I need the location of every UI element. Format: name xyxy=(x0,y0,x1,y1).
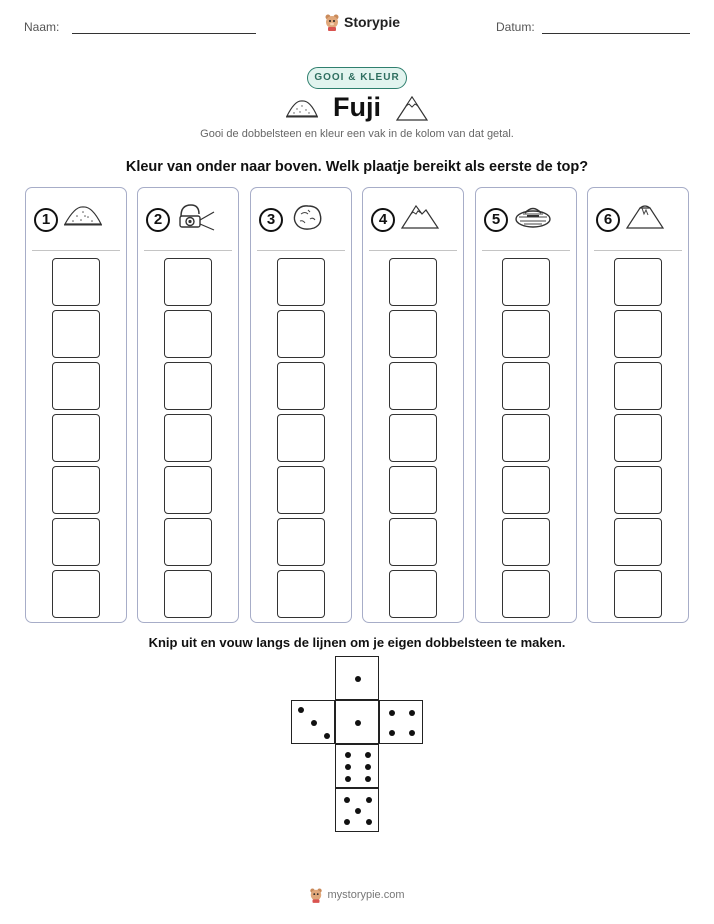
die-pip xyxy=(298,707,304,713)
color-box[interactable] xyxy=(52,414,100,462)
color-box[interactable] xyxy=(502,518,550,566)
color-box[interactable] xyxy=(277,258,325,306)
die-face-5 xyxy=(335,788,379,832)
color-box[interactable] xyxy=(52,466,100,514)
column-header xyxy=(371,202,440,237)
column-header xyxy=(34,202,103,237)
die-pip xyxy=(345,776,351,782)
column-divider xyxy=(32,250,120,251)
sand-pile-icon xyxy=(285,97,319,119)
color-box[interactable] xyxy=(614,518,662,566)
column-number: 5 xyxy=(484,208,508,232)
roll-column-6 xyxy=(587,187,689,623)
name-label: Naam: xyxy=(24,20,60,34)
die-pip xyxy=(311,720,317,726)
color-box[interactable] xyxy=(277,414,325,462)
color-box[interactable] xyxy=(164,518,212,566)
color-box[interactable] xyxy=(52,310,100,358)
color-box[interactable] xyxy=(614,570,662,618)
footer xyxy=(0,887,714,903)
die-pip xyxy=(389,710,395,716)
storypie-mascot-icon xyxy=(324,13,340,31)
column-divider xyxy=(144,250,232,251)
roll-column-5 xyxy=(475,187,577,623)
color-box[interactable] xyxy=(52,258,100,306)
die-pip xyxy=(389,730,395,736)
die-pip xyxy=(365,752,371,758)
die-pip xyxy=(355,676,361,682)
die-pip xyxy=(365,764,371,770)
sand-pile-icon xyxy=(63,202,103,237)
column-divider xyxy=(369,250,457,251)
column-divider xyxy=(482,250,570,251)
storypie-mascot-icon xyxy=(309,887,323,903)
column-divider xyxy=(594,250,682,251)
column-number: 2 xyxy=(146,208,170,232)
die-pip xyxy=(409,730,415,736)
column-divider xyxy=(257,250,345,251)
color-box[interactable] xyxy=(52,518,100,566)
column-number: 4 xyxy=(371,208,395,232)
column-header xyxy=(146,202,215,237)
die-face-6 xyxy=(335,744,379,788)
roll-column-3 xyxy=(250,187,352,623)
date-line xyxy=(542,33,690,34)
color-box[interactable] xyxy=(389,362,437,410)
color-box[interactable] xyxy=(164,414,212,462)
snowy-mountain-icon xyxy=(395,94,429,122)
color-box[interactable] xyxy=(164,258,212,306)
die-pip xyxy=(409,710,415,716)
color-box[interactable] xyxy=(164,570,212,618)
die-pip xyxy=(365,776,371,782)
subtitle: Gooi de dobbelsteen en kleur een vak in de kolom van dat getal. xyxy=(200,128,514,140)
color-box[interactable] xyxy=(502,414,550,462)
color-box[interactable] xyxy=(614,414,662,462)
straw-sandal-icon xyxy=(513,202,553,237)
die-pip xyxy=(366,819,372,825)
name-line xyxy=(72,33,256,34)
instruction: Kleur van onder naar boven. Welk plaatje bereikt als eerste de top? xyxy=(125,159,589,175)
color-box[interactable] xyxy=(502,258,550,306)
die-pip xyxy=(345,752,351,758)
color-box[interactable] xyxy=(502,466,550,514)
die-pip xyxy=(345,764,351,770)
color-box[interactable] xyxy=(164,310,212,358)
die-face-1 xyxy=(335,656,379,700)
color-box[interactable] xyxy=(277,518,325,566)
die-pip xyxy=(355,720,361,726)
color-box[interactable] xyxy=(52,362,100,410)
color-box[interactable] xyxy=(389,570,437,618)
color-box[interactable] xyxy=(389,258,437,306)
die-pip xyxy=(355,808,361,814)
color-box[interactable] xyxy=(389,414,437,462)
die-face-1 xyxy=(335,700,379,744)
title-row xyxy=(0,92,714,123)
color-box[interactable] xyxy=(502,362,550,410)
volcano-icon xyxy=(625,202,665,237)
camera-strap-icon xyxy=(175,202,215,237)
brand-logo xyxy=(324,13,400,31)
color-box[interactable] xyxy=(164,466,212,514)
color-box[interactable] xyxy=(502,310,550,358)
color-box[interactable] xyxy=(614,310,662,358)
color-box[interactable] xyxy=(614,258,662,306)
color-box[interactable] xyxy=(277,310,325,358)
cut-instruction: Knip uit en vouw langs de lijnen om je eigen dobbelsteen te maken. xyxy=(148,635,566,650)
column-header xyxy=(596,202,665,237)
die-face-4 xyxy=(379,700,423,744)
color-box[interactable] xyxy=(502,570,550,618)
die-pip xyxy=(366,797,372,803)
column-number: 6 xyxy=(596,208,620,232)
brand-name: Storypie xyxy=(344,14,401,30)
color-box[interactable] xyxy=(614,466,662,514)
color-box[interactable] xyxy=(164,362,212,410)
column-header xyxy=(484,202,553,237)
die-pip xyxy=(344,819,350,825)
column-number: 1 xyxy=(34,208,58,232)
roll-column-2 xyxy=(137,187,239,623)
die-face-3 xyxy=(291,700,335,744)
rock-icon xyxy=(288,202,328,237)
activity-badge: GOOI & KLEUR xyxy=(307,67,407,89)
footer-url: mystorypie.com xyxy=(327,889,405,901)
color-box[interactable] xyxy=(389,518,437,566)
color-box[interactable] xyxy=(614,362,662,410)
color-box[interactable] xyxy=(277,570,325,618)
column-header xyxy=(259,202,328,237)
snowy-mountain-icon xyxy=(400,202,440,237)
roll-column-1 xyxy=(25,187,127,623)
color-box[interactable] xyxy=(52,570,100,618)
color-box[interactable] xyxy=(389,466,437,514)
color-box[interactable] xyxy=(389,310,437,358)
die-pip xyxy=(344,797,350,803)
color-box[interactable] xyxy=(277,466,325,514)
page-title: Fuji xyxy=(333,92,381,122)
column-number: 3 xyxy=(259,208,283,232)
color-box[interactable] xyxy=(277,362,325,410)
die-pip xyxy=(324,733,330,739)
date-label: Datum: xyxy=(496,20,535,34)
roll-column-4 xyxy=(362,187,464,623)
